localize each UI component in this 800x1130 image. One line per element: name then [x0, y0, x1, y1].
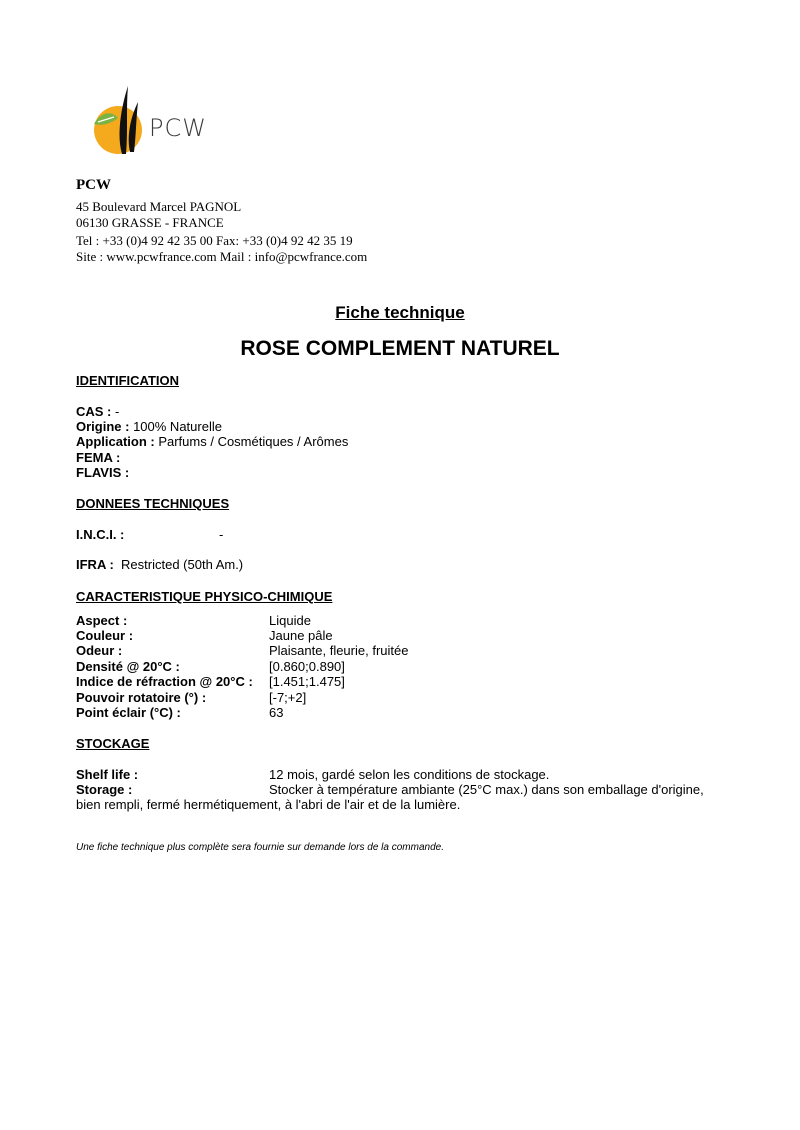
shelf-life-label: Shelf life : [76, 767, 139, 782]
pcw-logo [86, 84, 226, 164]
footer-note: Une fiche technique plus complète sera fournie sur demande lors de la commande. [76, 842, 444, 853]
densite-value: [0.860;0.890] [269, 659, 345, 674]
storage-value-continued: bien rempli, fermé hermétiquement, à l'abri de l'air et de la lumière. [76, 797, 461, 812]
flavis-label: FLAVIS : [76, 465, 130, 480]
ifra-value: Restricted (50th Am.) [121, 557, 244, 572]
application-value: Parfums / Cosmétiques / Arômes [154, 434, 349, 449]
origine-row [76, 419, 222, 435]
application-label: Application : [76, 434, 155, 449]
couleur-label: Couleur : [76, 628, 134, 643]
odeur-value: Plaisante, fleurie, fruitée [269, 643, 409, 658]
origine-value: 100% Naturelle [129, 419, 222, 434]
refraction-label: Indice de réfraction @ 20°C : [76, 674, 253, 689]
inci-label: I.N.C.I. : [76, 527, 125, 542]
storage-label: Storage : [76, 782, 133, 797]
address-line-1: 45 Boulevard Marcel PAGNOL [76, 199, 242, 214]
densite-label: Densité @ 20°C : [76, 659, 180, 674]
physico-heading: CARACTERISTIQUE PHYSICO-CHIMIQUE [76, 589, 333, 604]
contact-line-1: Tel : +33 (0)4 92 42 35 00 Fax: +33 (0)4 92 42 35 19 [76, 233, 353, 248]
odeur-label: Odeur : [76, 643, 123, 658]
ifra-label: IFRA : [76, 557, 114, 572]
refraction-value: [1.451;1.475] [269, 674, 345, 689]
rotatoire-value: [-7;+2] [269, 690, 307, 705]
donnees-heading: DONNEES TECHNIQUES [76, 496, 230, 511]
couleur-value: Jaune pâle [269, 628, 333, 643]
aspect-value: Liquide [269, 613, 311, 628]
storage-value: Stocker à température ambiante (25°C max.) dans son emballage d'origine, [269, 782, 704, 797]
identification-heading: IDENTIFICATION [76, 373, 180, 388]
ifra-row [76, 557, 243, 573]
aspect-label: Aspect : [76, 613, 128, 628]
stockage-heading: STOCKAGE [76, 736, 150, 751]
fema-label: FEMA : [76, 450, 121, 465]
shelf-life-value: 12 mois, gardé selon les conditions de stockage. [269, 767, 550, 782]
inci-value: - [219, 527, 224, 542]
cas-label: CAS : [76, 404, 112, 419]
document-title: Fiche technique [335, 303, 465, 322]
company-name: PCW [76, 177, 111, 193]
eclair-label: Point éclair (°C) : [76, 705, 181, 720]
cas-row [76, 404, 119, 420]
application-row [76, 434, 348, 450]
address-line-2: 06130 GRASSE - FRANCE [76, 215, 224, 230]
logo-text: PCW [149, 114, 207, 142]
product-name: ROSE COMPLEMENT NATUREL [240, 337, 560, 360]
contact-line-2: Site : www.pcwfrance.com Mail : info@pcwfrance.com [76, 249, 368, 264]
eclair-value: 63 [269, 705, 284, 720]
cas-value: - [111, 404, 120, 419]
origine-label: Origine : [76, 419, 130, 434]
rotatoire-label: Pouvoir rotatoire (°) : [76, 690, 207, 705]
